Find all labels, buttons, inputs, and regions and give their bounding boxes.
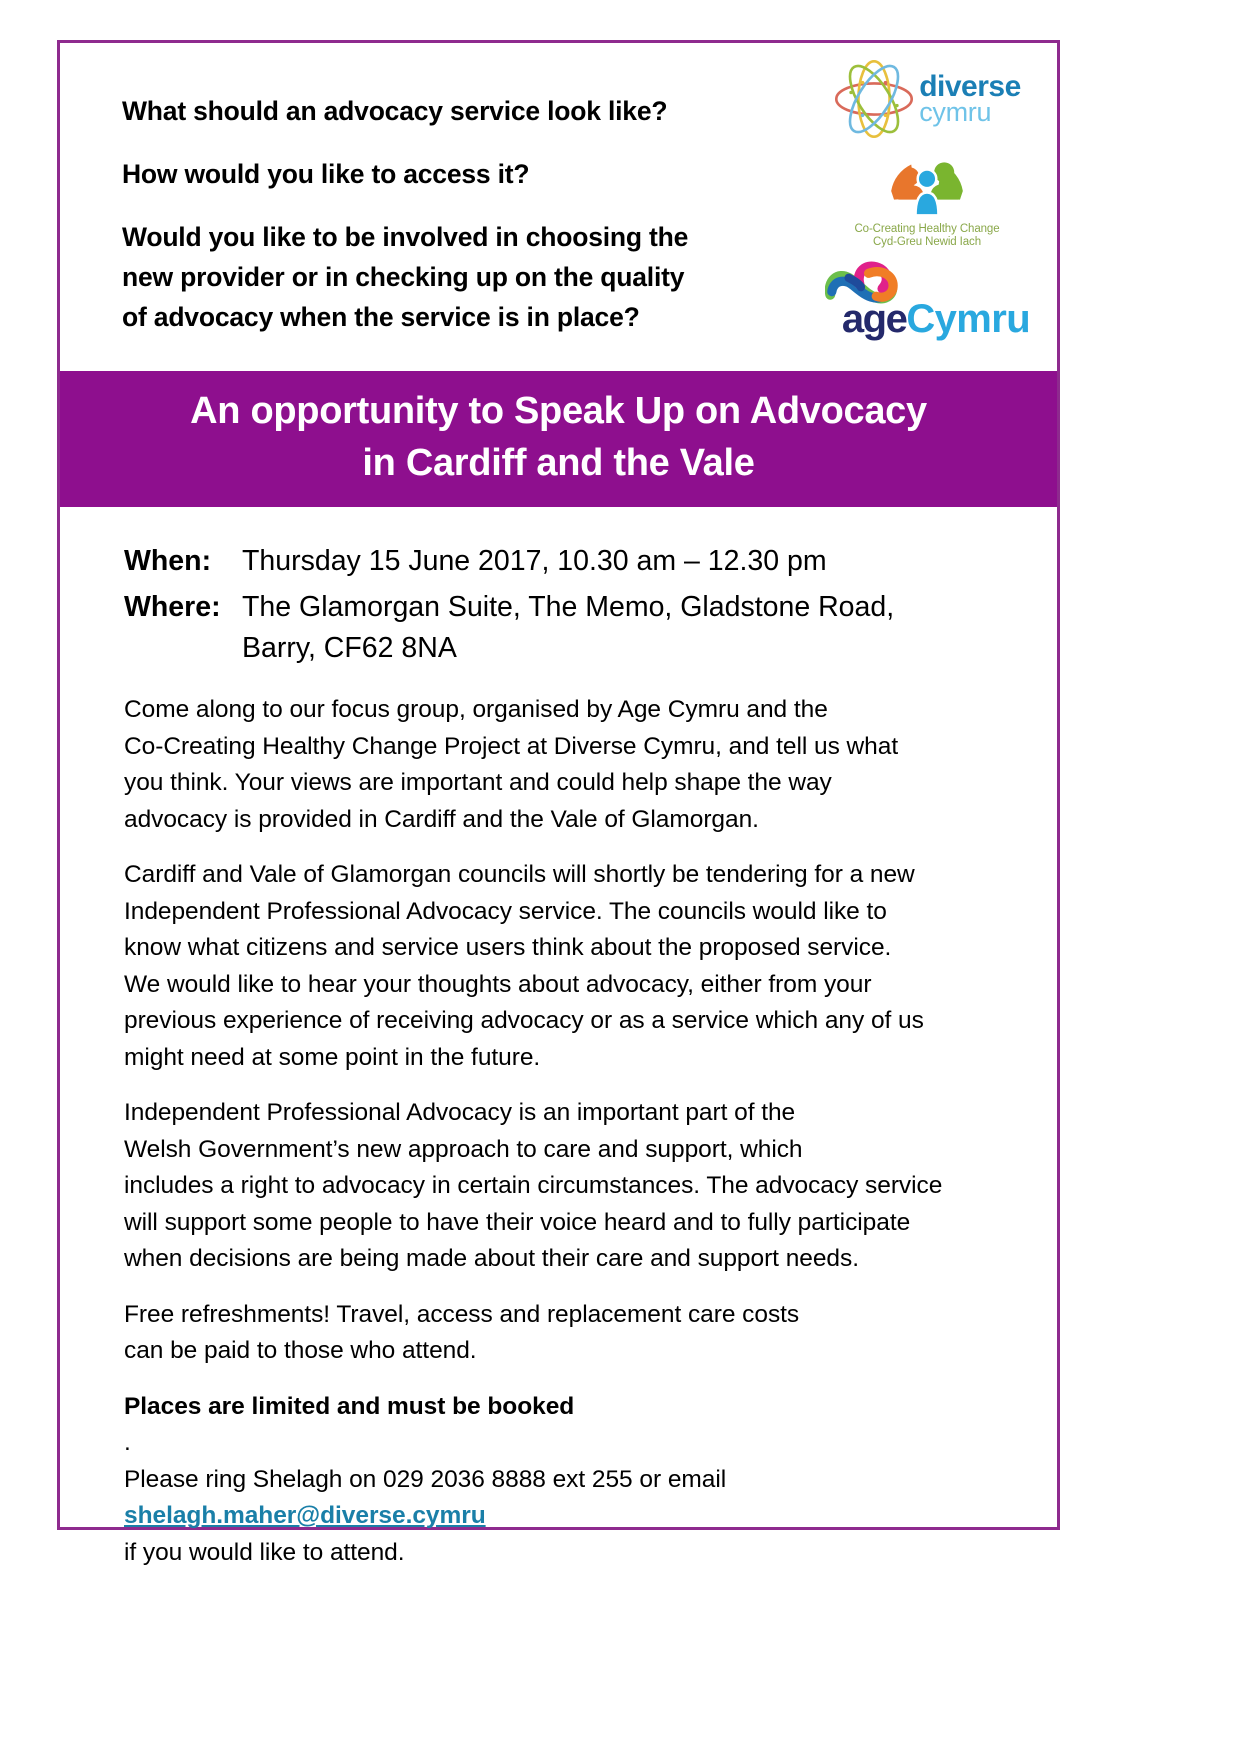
three-people-fan-icon bbox=[884, 155, 970, 217]
paragraph-1 bbox=[124, 692, 1001, 838]
age-word: age bbox=[841, 296, 907, 341]
diverse-cymru-wordmark bbox=[919, 69, 1021, 128]
p2-line-1: Cardiff and Vale of Glamorgan councils will shortly be tendering for a new bbox=[124, 861, 915, 888]
paragraph-4 bbox=[124, 1297, 1001, 1370]
booking-period: . bbox=[124, 1429, 131, 1456]
when-value bbox=[242, 541, 827, 582]
p4-line-1: Free refreshments! Travel, access and replacement care costs bbox=[124, 1300, 800, 1328]
question-3 bbox=[122, 217, 822, 337]
body-copy bbox=[60, 674, 1057, 1571]
where-row bbox=[124, 587, 1057, 669]
p1-line-4: advocacy is provided in Cardiff and the Vale of Glamorgan. bbox=[124, 805, 759, 833]
cchc-caption bbox=[854, 223, 999, 249]
p3-line-1: Independent Professional Advocacy is an important part of the bbox=[124, 1099, 796, 1126]
cchc-caption-cy: Cyd-Greu Newid Iach bbox=[872, 235, 981, 248]
diverse-cymru-logo bbox=[833, 55, 1021, 143]
p1-line-2: Co-Creating Healthy Change Project at Diverse Cymru, and tell us what bbox=[124, 732, 899, 760]
where-label: Where: bbox=[124, 591, 221, 623]
age-cymru-wordmark bbox=[841, 296, 1031, 341]
event-details bbox=[60, 507, 1057, 669]
banner-line-2: in Cardiff and the Vale bbox=[362, 442, 755, 484]
banner-line-1: An opportunity to Speak Up on Advocacy bbox=[190, 390, 927, 432]
email-link[interactable]: shelagh.maher@diverse.cymru bbox=[124, 1502, 486, 1529]
when-label: When: bbox=[124, 545, 212, 577]
booking-email-line bbox=[124, 1498, 1001, 1571]
question-3-line-3: of advocacy when the service is in place? bbox=[122, 302, 640, 332]
atom-orbit-icon bbox=[833, 58, 915, 140]
question-block bbox=[122, 91, 822, 337]
p4-line-2: can be paid to those who attend. bbox=[124, 1337, 477, 1364]
where-value bbox=[242, 587, 894, 669]
cchc-caption-en: Co-Creating Healthy Change bbox=[854, 223, 1000, 235]
diverse-word: diverse bbox=[919, 69, 1021, 103]
when-value-text: Thursday 15 June 2017, 10.30 am – 12.30 pm bbox=[242, 545, 827, 577]
booking-block bbox=[124, 1389, 1001, 1572]
question-2: How would you like to access it? bbox=[122, 159, 530, 189]
where-line-2: Barry, CF62 8NA bbox=[242, 632, 457, 664]
p3-line-5: when decisions are being made about their care and support needs. bbox=[124, 1245, 859, 1272]
paragraph-3 bbox=[124, 1095, 1001, 1278]
p1-line-1: Come along to our focus group, organised by Age Cymru and the bbox=[124, 696, 828, 723]
email-suffix: if you would like to attend. bbox=[124, 1538, 405, 1566]
logo-column bbox=[817, 55, 1037, 339]
paragraph-2 bbox=[124, 857, 1001, 1076]
p3-line-2: Welsh Government’s new approach to care and support, which bbox=[124, 1135, 803, 1163]
title-banner bbox=[60, 371, 1057, 507]
p2-line-5: previous experience of receiving advocacy or as a service which any of us bbox=[124, 1007, 924, 1034]
where-line-1: The Glamorgan Suite, The Memo, Gladstone Road, bbox=[242, 591, 895, 623]
p2-line-6: might need at some point in the future. bbox=[124, 1043, 541, 1071]
p3-line-4: will support some people to have their voice heard and to fully participate bbox=[124, 1208, 911, 1236]
poster-frame bbox=[57, 40, 1060, 1566]
question-3-line-1: Would you like to be involved in choosing the bbox=[122, 222, 689, 252]
cymru-word: cymru bbox=[919, 97, 992, 128]
co-creating-healthy-change-logo bbox=[854, 155, 999, 249]
question-1: What should an advocacy service look like? bbox=[122, 96, 668, 126]
p2-line-2: Independent Professional Advocacy service. The councils would like to bbox=[124, 897, 887, 925]
booking-bold-text: Places are limited and must be booked bbox=[124, 1392, 575, 1420]
p3-line-3: includes a right to advocacy in certain circumstances. The advocacy service bbox=[124, 1172, 943, 1199]
question-3-line-2: new provider or in checking up on the quality bbox=[122, 262, 685, 292]
when-row bbox=[124, 541, 1057, 582]
p2-line-3: know what citizens and service users think about the proposed service. bbox=[124, 934, 892, 961]
booking-bold-line bbox=[124, 1389, 1001, 1462]
age-cymru-logo bbox=[817, 263, 1037, 339]
header-section bbox=[60, 43, 1057, 371]
p1-line-3: you think. Your views are important and could help shape the way bbox=[124, 769, 832, 796]
p2-line-4: We would like to hear your thoughts about advocacy, either from your bbox=[124, 970, 872, 998]
cymru-word-age: Cymru bbox=[906, 296, 1031, 341]
booking-phone-line: Please ring Shelagh on 029 2036 8888 ext 255 or email bbox=[124, 1465, 727, 1493]
